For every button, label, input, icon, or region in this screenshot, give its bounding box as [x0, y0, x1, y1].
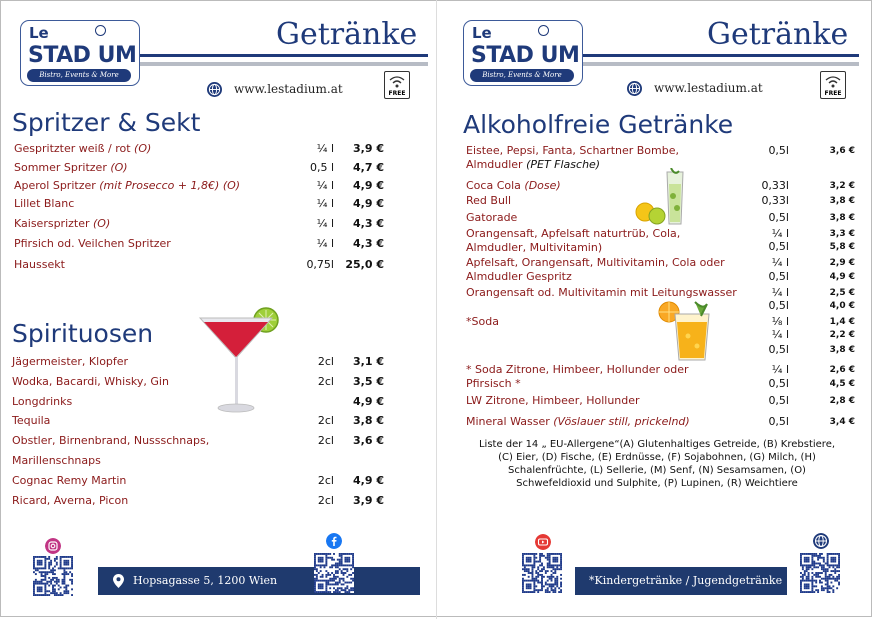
section-title-spritzer: Spritzer & Sekt [12, 108, 201, 137]
menu-item-price: 3,4 € [829, 417, 855, 427]
menu-item-name [466, 178, 561, 193]
menu-item-name [466, 362, 688, 377]
menu-item-price: 3,1 € [353, 355, 384, 368]
menu-item-name-line2 [466, 157, 600, 172]
menu-item-label: *Soda [466, 315, 499, 328]
menu-item-price: 4,5 € [829, 379, 855, 389]
menu-item-quantity: 2cl [317, 434, 334, 447]
section-title-spirituosen: Spirituosen [12, 319, 154, 348]
menu-item-name [14, 196, 74, 211]
menu-item-name [466, 193, 511, 208]
menu-item-name: Marillenschnaps [12, 454, 101, 467]
menu-item-price: 3,9 € [353, 494, 384, 507]
menu-item-label: Sommer Spritzer [14, 161, 111, 174]
logo-le-text: Le [29, 24, 49, 42]
lestadium-logo [20, 20, 140, 86]
menu-item-label: Almdudler [466, 158, 527, 171]
menu-item-quantity: 0,5 l [309, 161, 334, 174]
qr-pattern [314, 553, 354, 593]
header-rule-navy [140, 54, 428, 57]
menu-item-note: (O) [110, 161, 128, 174]
menu-item-quantity: ¼ l [771, 256, 789, 269]
menu-item-price: 4,9 € [353, 395, 384, 408]
menu-item-price: 4,0 € [829, 301, 855, 311]
menu-item-label: Almdudler Gespritz [466, 270, 572, 283]
menu-item-name: Wodka, Bacardi, Whisky, Gin [12, 375, 169, 388]
menu-item-price: 3,8 € [829, 345, 855, 355]
menu-item-name [466, 255, 725, 270]
menu-item-name [14, 160, 128, 175]
menu-item-quantity: 0,5l [768, 377, 789, 390]
cocktail-glass-image [196, 302, 286, 420]
menu-item-price: 4,3 € [353, 237, 384, 250]
menu-item-label: Coca Cola [466, 179, 525, 192]
menu-item-quantity: 0,5l [768, 144, 789, 157]
menu-item-price: 3,6 € [829, 146, 855, 156]
menu-item-price: 3,6 € [353, 434, 384, 447]
menu-item-price: 2,8 € [829, 396, 855, 406]
menu-item-quantity: ¼ l [771, 328, 789, 341]
menu-item-quantity: ¼ l [316, 217, 334, 230]
menu-item-quantity: ¼ l [316, 179, 334, 192]
menu-item-name-line2 [466, 240, 602, 255]
page-title: Getränke [276, 17, 418, 52]
header-rule-navy [583, 54, 859, 57]
menu-item-quantity: 0,5l [768, 240, 789, 253]
menu-item-quantity: 0,33l [761, 179, 789, 192]
qr-pattern [33, 556, 73, 596]
wifi-free-label: FREE [824, 90, 842, 97]
menu-item-note: (O) [134, 142, 152, 155]
menu-item-price: 4,7 € [353, 161, 384, 174]
menu-item-label: Mineral Wasser [466, 415, 554, 428]
menu-item-name: Obstler, Birnenbrand, Nussschnaps, [12, 434, 210, 447]
menu-item-name: Ricard, Averna, Picon [12, 494, 129, 507]
globe-icon [813, 533, 829, 549]
menu-item-quantity: 0,5l [768, 299, 789, 312]
instagram-icon [45, 538, 61, 554]
menu-item-name [14, 257, 65, 272]
youtube-qr-code[interactable] [522, 553, 562, 593]
menu-item-name-line2 [466, 269, 572, 284]
menu-item-name [14, 236, 171, 251]
football-icon [538, 25, 549, 36]
menu-item-quantity: 0,5l [768, 343, 789, 356]
logo-stadium-text: STAD UM [471, 43, 580, 68]
menu-item-name [466, 143, 679, 158]
menu-item-label: Eistee, Pepsi, Fanta, Schartner Bombe, [466, 144, 680, 157]
menu-item-quantity: ¼ l [771, 227, 789, 240]
menu-item-quantity: 2cl [317, 375, 334, 388]
menu-item-name: Cognac Remy Martin [12, 474, 127, 487]
logo-le-text: Le [472, 24, 492, 42]
menu-item-price: 4,9 € [353, 474, 384, 487]
menu-item-price: 3,9 € [353, 142, 384, 155]
header-rule-gray [140, 62, 428, 66]
allergen-line: (C) Eier, (D) Fische, (E) Erdnüsse, (F) Sojabohnen, (G) Milch, (H) [498, 452, 816, 463]
menu-item-name [14, 178, 240, 193]
menu-item-price: 3,2 € [829, 181, 855, 191]
menu-item-price: 2,2 € [829, 330, 855, 340]
menu-item-label: Aperol Spritzer [14, 179, 100, 192]
menu-item-name: Jägermeister, Klopfer [12, 355, 129, 368]
menu-item-price: 3,8 € [353, 414, 384, 427]
menu-item-label: Orangensaft, Apfelsaft naturtrüb, Cola, [466, 227, 681, 240]
menu-item-name [466, 414, 690, 429]
menu-item-name: Longdrinks [12, 395, 73, 408]
wifi-free-label: FREE [388, 90, 406, 97]
menu-item-quantity: 0,5l [768, 394, 789, 407]
menu-item-label: Red Bull [466, 194, 512, 207]
menu-item-price: 5,8 € [829, 242, 855, 252]
menu-item-name [466, 314, 499, 329]
menu-item-price: 4,9 € [353, 179, 384, 192]
menu-item-label: Gatorade [466, 211, 518, 224]
menu-item-price: 2,9 € [829, 258, 855, 268]
menu-item-note: (PET Flasche) [526, 158, 601, 171]
right-menu-page [437, 0, 873, 619]
logo-stadium-text: STAD UM [28, 43, 137, 68]
menu-item-quantity: ¼ l [316, 142, 334, 155]
menu-item-price: 2,5 € [829, 288, 855, 298]
menu-item-label: Lillet Blanc [14, 197, 75, 210]
lestadium-logo [463, 20, 583, 86]
menu-item-price: 2,6 € [829, 365, 855, 375]
menu-item-note: (Dose) [524, 179, 561, 192]
allergen-line: Liste der 14 „ EU-Allergene“(A) Glutenhaltiges Getreide, (B) Krebstiere, [478, 439, 836, 450]
menu-item-note: (O) [93, 217, 111, 230]
menu-item-quantity: 2cl [317, 414, 334, 427]
menu-item-quantity: 0,5l [768, 415, 789, 428]
menu-item-price: 3,8 € [829, 213, 855, 223]
allergen-line: Schwefeldioxid und Sulphite, (P) Lupinen, (R) Weichtiere [516, 478, 798, 489]
menu-item-quantity: ¼ l [316, 237, 334, 250]
menu-item-price: 4,3 € [353, 217, 384, 230]
location-pin-icon [113, 574, 124, 588]
menu-item-price: 1,4 € [829, 317, 855, 327]
website-qr-code[interactable] [800, 553, 840, 593]
section-title-alkoholfrei: Alkoholfreie Getränke [463, 110, 734, 139]
page-title: Getränke [707, 17, 849, 52]
qr-pattern [522, 553, 562, 593]
menu-item-quantity: 2cl [317, 355, 334, 368]
globe-icon [627, 81, 642, 96]
menu-item-label: Pfirsich od. Veilchen Spritzer [14, 237, 171, 250]
menu-item-quantity: 0,5l [768, 211, 789, 224]
menu-item-quantity: ¼ l [771, 363, 789, 376]
menu-item-label: Haussekt [14, 258, 65, 271]
menu-item-quantity: 0,33l [761, 194, 789, 207]
instagram-qr-code[interactable] [33, 556, 73, 596]
allergen-line: Schalenfrüchte, (L) Sellerie, (M) Senf, (N) Sesamsamen, (O) [508, 465, 806, 476]
menu-item-label: Orangensaft od. Multivitamin mit Leitungswasser [466, 286, 737, 299]
football-icon [95, 25, 106, 36]
menu-item-name [14, 141, 151, 156]
menu-item-label: Apfelsaft, Orangensaft, Multivitamin, Cola oder [466, 256, 725, 269]
facebook-icon [326, 533, 342, 549]
menu-item-quantity: 0,75l [306, 258, 334, 271]
menu-item-name [14, 216, 110, 231]
address-text: Hopsagasse 5, 1200 Wien [133, 574, 278, 587]
logo-tagline: Bistro, Events & More [470, 69, 574, 82]
menu-item-name-line2 [466, 376, 521, 391]
lemonade-glass-image [635, 168, 687, 226]
logo-tagline: Bistro, Events & More [27, 69, 131, 82]
menu-item-name [466, 226, 680, 241]
qr-pattern [800, 553, 840, 593]
orange-soda-glass-image [655, 300, 719, 362]
globe-icon [207, 82, 222, 97]
menu-item-quantity: 2cl [317, 494, 334, 507]
website-link[interactable]: www.lestadium.at [654, 81, 763, 95]
wifi-free-icon [384, 71, 410, 99]
menu-item-label: Almdudler, Multivitamin) [466, 241, 603, 254]
menu-item-quantity: ⅛ l [771, 315, 789, 328]
menu-item-price: 3,8 € [829, 196, 855, 206]
menu-item-note: (Vöslauer still, prickelnd) [553, 415, 690, 428]
menu-item-name: Tequila [12, 414, 51, 427]
menu-item-price: 4,9 € [829, 272, 855, 282]
facebook-qr-code[interactable] [314, 553, 354, 593]
menu-item-price: 4,9 € [353, 197, 384, 210]
menu-item-quantity: 0,5l [768, 270, 789, 283]
menu-item-name [466, 210, 517, 225]
menu-item-label: LW Zitrone, Himbeer, Hollunder [466, 394, 640, 407]
menu-item-price: 3,5 € [353, 375, 384, 388]
menu-item-price: 25,0 € [345, 258, 384, 271]
menu-item-note: (mit Prosecco + 1,8€) (O) [99, 179, 241, 192]
menu-item-quantity: 2cl [317, 474, 334, 487]
menu-item-quantity: ¼ l [771, 286, 789, 299]
menu-item-label: Pfirsisch * [466, 377, 521, 390]
left-menu-page [0, 0, 436, 619]
header-rule-gray [583, 62, 859, 66]
menu-item-name [466, 285, 737, 300]
menu-item-label: Gespritzter weiß / rot [14, 142, 135, 155]
wifi-free-icon [820, 71, 846, 99]
menu-item-label: Kaisersprizter [14, 217, 94, 230]
menu-item-price: 3,3 € [829, 229, 855, 239]
menu-item-name [466, 393, 640, 408]
website-link[interactable]: www.lestadium.at [234, 82, 343, 96]
kids-drinks-note: *Kindergetränke / Jugendgetränke [589, 574, 783, 587]
youtube-icon [535, 534, 551, 550]
menu-item-label: * Soda Zitrone, Himbeer, Hollunder oder [466, 363, 689, 376]
menu-item-quantity: ¼ l [316, 197, 334, 210]
